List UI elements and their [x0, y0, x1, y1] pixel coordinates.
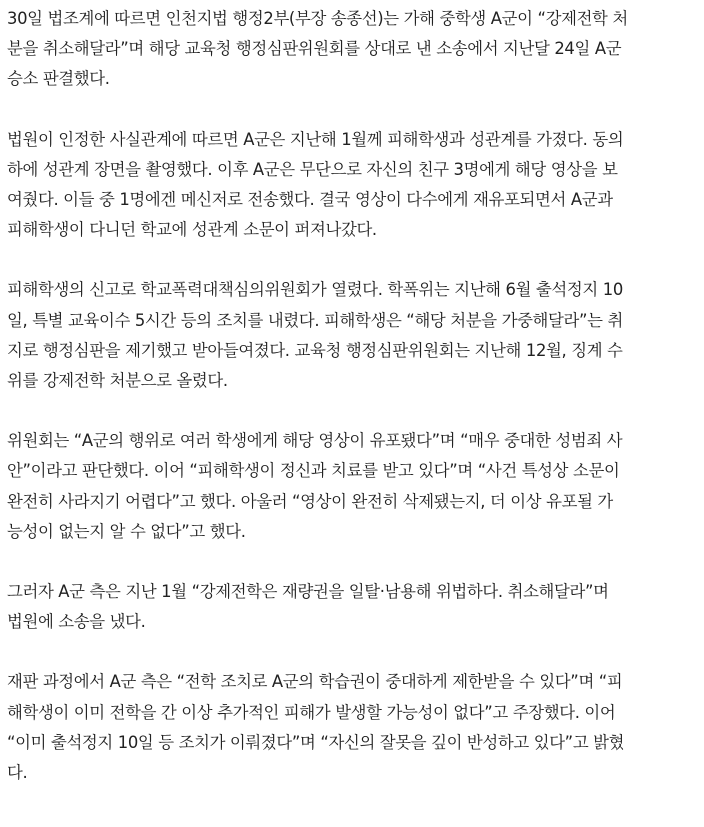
text-line: 해학생이 이미 전학을 간 이상 추가적인 피해가 발생할 가능성이 없다”고 주장했다. 이어	[7, 702, 616, 722]
text-line: 법원에 소송을 냈다.	[7, 612, 146, 632]
text-line: 피해학생의 신고로 학교폭력대책심의위원회가 열렸다. 학폭위는 지난해 6월 출석정지 10	[7, 280, 623, 300]
text-line: 위원회는 “A군의 행위로 여러 학생에게 해당 영상이 유포됐다”며 “매우 중대한 성범죄 사	[7, 431, 623, 451]
text-line: 그러자 A군 측은 지난 1월 “강제전학은 재량권을 일탈·남용해 위법하다. 취소해달라”며	[7, 582, 609, 602]
text-line: 피해학생이 다니던 학교에 성관계 소문이 퍼져나갔다.	[7, 220, 377, 240]
text-line: 승소 판결했다.	[7, 69, 110, 89]
text-line: 분을 취소해달라”며 해당 교육청 행정심판위원회를 상대로 낸 소송에서 지난달 24일 A군	[7, 39, 622, 59]
text-line: 30일 법조계에 따르면 인천지법 행정2부(부장 송종선)는 가해 중학생 A군이 “강제전학 처	[7, 9, 628, 28]
paragraph-committee-action	[7, 275, 697, 396]
paragraph-committee-statement	[7, 426, 697, 547]
text-line: 안”이라고 판단했다. 이어 “피해학생이 정신과 치료를 받고 있다”며 “사건 특성상 소문이	[7, 461, 620, 481]
text-line: 다.	[7, 763, 28, 783]
text-line: 일, 특별 교육이수 5시간 등의 조치를 내렸다. 피해학생은 “해당 처분을 가중해달라”는 취	[7, 310, 623, 330]
text-line: 재판 과정에서 A군 측은 “전학 조치로 A군의 학습권이 중대하게 제한받을 수 있다”며 “피	[7, 672, 623, 692]
text-line: 지로 행정심판을 제기했고 받아들여졌다. 교육청 행정심판위원회는 지난해 12월, 징계 수	[7, 340, 623, 360]
text-line: 하에 성관계 장면을 촬영했다. 이후 A군은 무단으로 자신의 친구 3명에게 해당 영상을 보	[7, 159, 618, 179]
paragraph-facts	[7, 125, 697, 246]
paragraph-ruling	[7, 4, 697, 95]
article-body	[7, 4, 697, 818]
text-line: 완전히 사라지기 어렵다”고 했다. 아울러 “영상이 완전히 삭제됐는지, 더 이상 유포될 가	[7, 491, 613, 511]
text-line: “이미 출석정지 10일 등 조치가 이뤄졌다”며 “자신의 잘못을 깊이 반성하고 있다”고 밝혔	[7, 732, 625, 752]
text-line: 위를 강제전학 처분으로 올렸다.	[7, 371, 228, 391]
paragraph-trial-argument	[7, 667, 697, 788]
paragraph-lawsuit	[7, 577, 697, 637]
text-line: 능성이 없는지 알 수 없다”고 했다.	[7, 521, 246, 541]
text-line: 여줬다. 이들 중 1명에겐 메신저로 전송했다. 결국 영상이 다수에게 재유포되면서 A군과	[7, 190, 613, 210]
text-line: 법원이 인정한 사실관계에 따르면 A군은 지난해 1월께 피해학생과 성관계를 가졌다. 동의	[7, 129, 624, 149]
